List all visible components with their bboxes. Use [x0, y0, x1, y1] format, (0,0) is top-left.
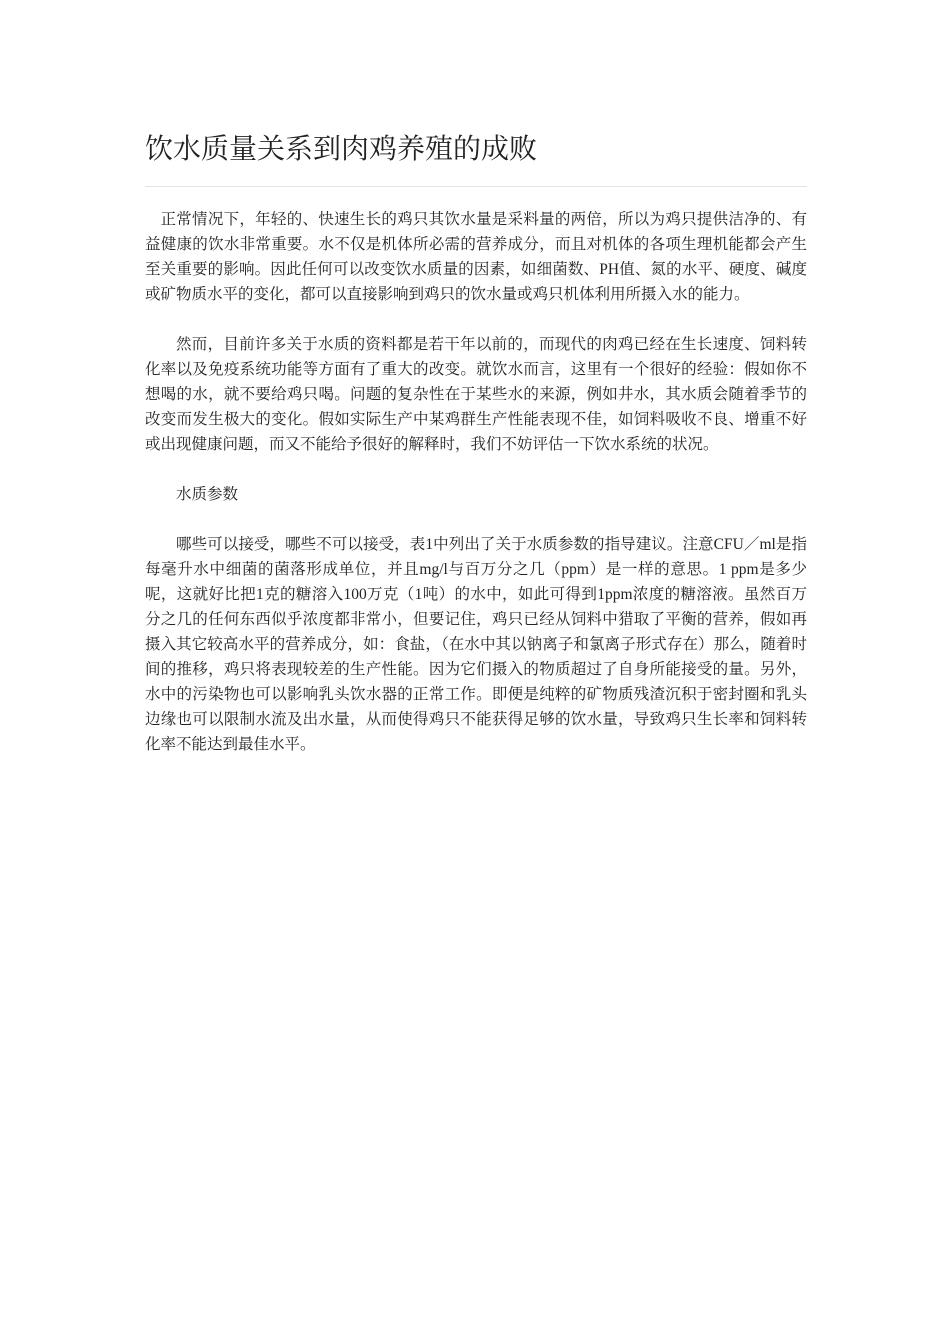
- document-page: [145, 128, 807, 757]
- section-heading-water-parameters: 水质参数: [176, 486, 239, 503]
- paragraph-intro: 正常情况下，年轻的、快速生长的鸡只其饮水量是采料量的两倍，所以为鸡只提供洁净的、有益健康的饮水非常重要。水不仅是机体所必需的营养成分，而且对机体的各项生理机能都会产生至关重要的影响。因此任何可以改变饮水质量的因素，如细菌数、PH值、氮的水平、硬度、碱度或矿物质水平的变化，都可以直接影响到鸡只的饮水量或鸡只机体利用所摄入水的能力。: [145, 211, 807, 303]
- title-divider: [145, 186, 807, 187]
- paragraph-water-parameters: 哪些可以接受，哪些不可以接受，表1中列出了关于水质参数的指导建议。注意CFU／ml是指每毫升水中细菌的菌落形成单位，并且mg/l与百万分之几（ppm）是一样的意思。1 ppm是多少呢，这就好比把1克的糖溶入100万克（1吨）的水中，如此可得到1ppm浓度的糖溶液。虽然百万分之几的任何东西似乎浓度都非常小，但要记住，鸡只已经从饲料中猎取了平衡的营养，假如再摄入其它较高水平的营养成分，如：食盐，（在水中其以钠离子和氯离子形式存在）那么，随着时间的推移，鸡只将表现较差的生产性能。因为它们摄入的物质超过了自身所能接受的量。另外，水中的污染物也可以影响乳头饮水器的正常工作。即便是纯粹的矿物质残渣沉积于密封圈和乳头边缘也可以限制水流及出水量，从而使得鸡只不能获得足够的饮水量，导致鸡只生长率和饲料转化率不能达到最佳水平。: [145, 536, 807, 753]
- paragraph-background: 然而，目前许多关于水质的资料都是若干年以前的，而现代的肉鸡已经在生长速度、饲料转化率以及免疫系统功能等方面有了重大的改变。就饮水而言，这里有一个很好的经验：假如你不想喝的水，就不要给鸡只喝。问题的复杂性在于某些水的来源，例如井水，其水质会随着季节的改变而发生极大的变化。假如实际生产中某鸡群生产性能表现不佳，如饲料吸收不良、增重不好或出现健康问题，而又不能给予很好的解释时，我们不妨评估一下饮水系统的状况。: [145, 336, 807, 453]
- article-body: [145, 207, 807, 757]
- article-title: 饮水质量关系到肉鸡养殖的成败: [145, 134, 538, 165]
